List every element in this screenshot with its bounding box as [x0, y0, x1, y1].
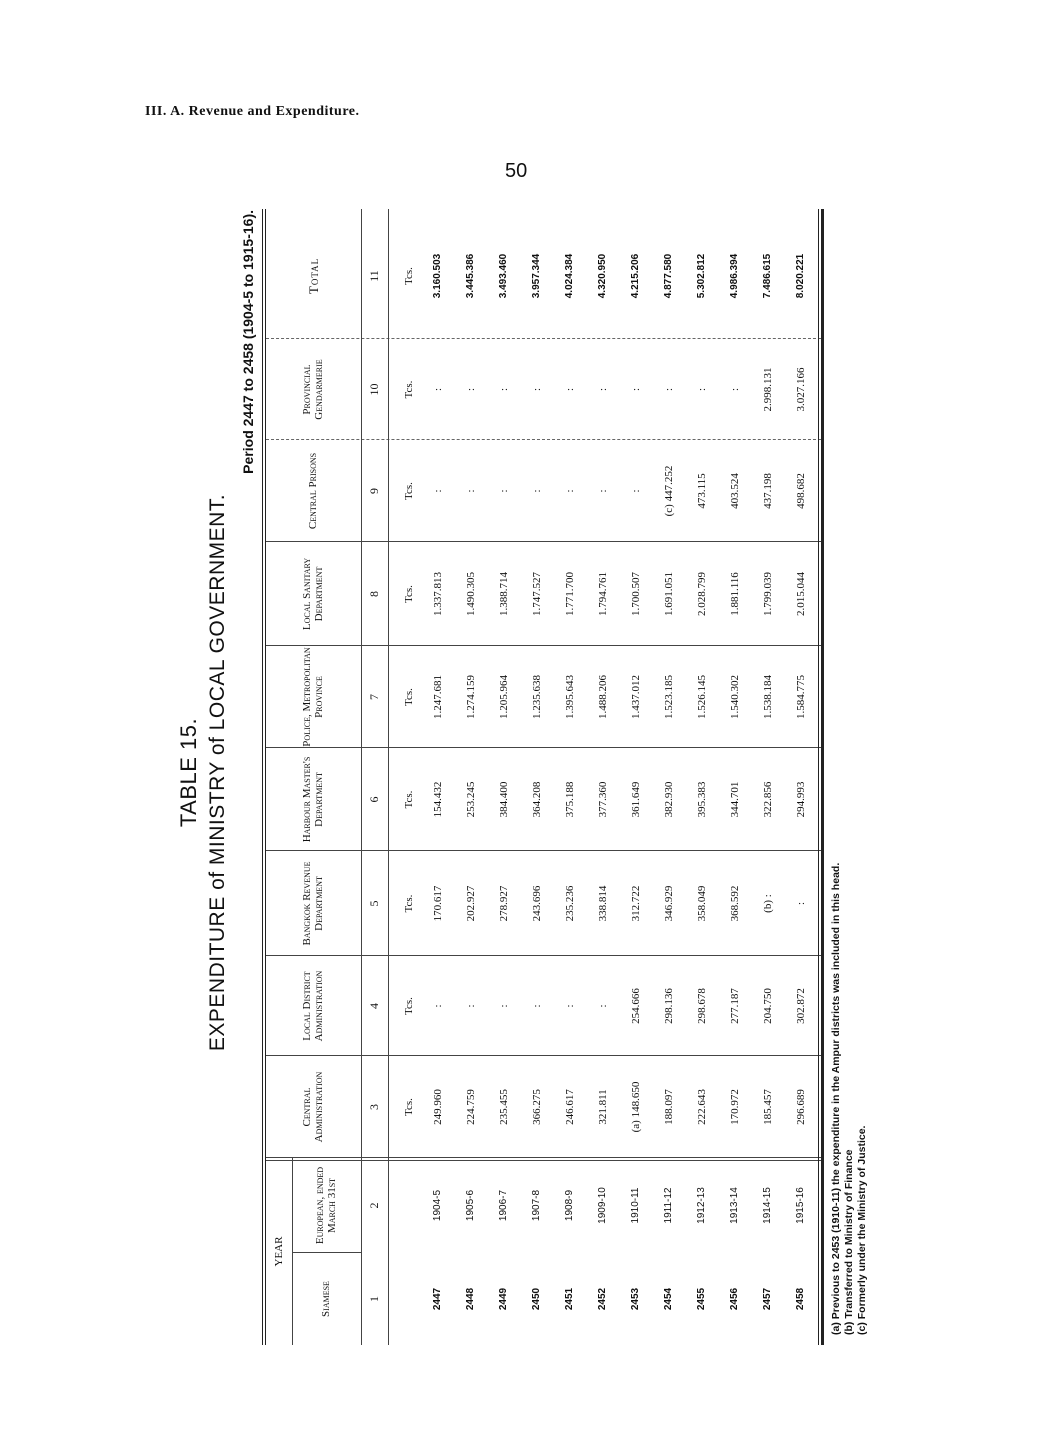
- unit-label: Tcs.: [403, 380, 415, 399]
- year-header-rule: [292, 1158, 293, 1345]
- table-cell: :: [728, 387, 741, 392]
- european-year-cell: 1910-11: [630, 1187, 641, 1224]
- table-cell: 224.759: [464, 1089, 477, 1125]
- column-number: 5: [367, 900, 381, 907]
- column-number: 7: [367, 694, 381, 700]
- column-number: 10: [367, 383, 381, 396]
- unit-label: Tcs.: [403, 894, 415, 913]
- section-title: III. A. Revenue and Expenditure.: [145, 104, 360, 119]
- siamese-year-cell: 2451: [564, 1287, 575, 1311]
- siamese-year-cell: 2448: [465, 1287, 476, 1311]
- table-cell: (a) 148.650: [629, 1081, 642, 1133]
- rotated-table-area: [140, 200, 868, 1345]
- table-cell: 254.666: [629, 988, 642, 1024]
- table-cell: 498.682: [794, 473, 807, 509]
- table-cell: :: [563, 387, 576, 392]
- european-year-cell: 1904-5: [432, 1189, 443, 1222]
- table-cell: 395.383: [695, 781, 708, 818]
- table-cell: 1.395.643: [563, 675, 576, 719]
- table-cell: 235.236: [563, 885, 576, 922]
- table-cell: 366.275: [530, 1089, 543, 1125]
- total-cell: 3.445.386: [465, 253, 476, 299]
- table-cell: 1.747.527: [530, 572, 543, 616]
- table-cell: :: [662, 387, 675, 392]
- table-cell: (b) :: [761, 894, 774, 913]
- table-cell: 222.643: [695, 1089, 708, 1125]
- table-cell: 170.617: [431, 885, 444, 922]
- table-cell: 473.115: [695, 473, 708, 509]
- table-cell: 375.188: [563, 781, 576, 818]
- table-cell: 204.750: [761, 988, 774, 1024]
- table-cell: 202.927: [464, 885, 477, 922]
- siamese-year-cell: 2457: [762, 1287, 773, 1311]
- table-cell: :: [464, 489, 477, 493]
- table-cell: 3.027.166: [794, 367, 807, 412]
- column-header: European, ended March 31st: [313, 1166, 338, 1245]
- table-cell: 1.235.638: [530, 675, 543, 719]
- european-year-cell: 1915-16: [795, 1187, 806, 1224]
- table-cell: 253.245: [464, 781, 477, 818]
- unit-label: Tcs.: [403, 1098, 415, 1116]
- table-cell: 1.526.145: [695, 675, 708, 719]
- table-cell: 1.700.507: [629, 572, 642, 616]
- total-cell: 4.215.206: [630, 253, 641, 299]
- column-header: Central Prisons: [306, 452, 319, 530]
- table-cell: 249.960: [431, 1089, 444, 1125]
- total-cell: 4.986.394: [729, 253, 740, 299]
- table-cell: 1.437.012: [629, 675, 642, 719]
- column-header: Central Administration: [300, 1071, 325, 1143]
- table-cell: 377.360: [596, 781, 609, 818]
- european-year-cell: 1912-13: [696, 1187, 707, 1224]
- total-cell: 8.020.221: [795, 253, 806, 299]
- table-cell: 368.592: [728, 885, 741, 922]
- table-cell: 1.584.775: [794, 675, 807, 719]
- table-cell: :: [794, 901, 807, 906]
- unit-label: Tcs.: [403, 688, 415, 706]
- unit-label: Tcs.: [403, 267, 415, 285]
- unit-label: Tcs.: [403, 790, 415, 809]
- siamese-year-cell: 2449: [498, 1287, 509, 1311]
- unit-label: Tcs.: [403, 482, 415, 500]
- table-cell: 278.927: [497, 885, 510, 922]
- year-header: YEAR: [273, 1236, 286, 1267]
- table-cell: 1.274.159: [464, 675, 477, 719]
- european-year-cell: 1908-9: [564, 1189, 575, 1222]
- table-cell: 1.799.039: [761, 572, 774, 616]
- table-cell: 322.856: [761, 781, 774, 818]
- siamese-year-cell: 2455: [696, 1287, 707, 1311]
- table-cell: :: [596, 489, 609, 493]
- total-cell: 4.024.384: [564, 253, 575, 299]
- siamese-year-cell: 2447: [432, 1287, 443, 1311]
- table-cell: 364.208: [530, 781, 543, 818]
- column-number: 2: [367, 1202, 381, 1209]
- column-header: Police, Metropolitan Province: [300, 647, 325, 747]
- siamese-year-cell: 2450: [531, 1287, 542, 1311]
- european-year-cell: 1905-6: [465, 1189, 476, 1222]
- table-cell: 243.696: [530, 885, 543, 922]
- table-cell: :: [596, 1004, 609, 1008]
- column-number: 1: [367, 1296, 381, 1302]
- column-number: 3: [367, 1104, 381, 1110]
- table-cell: :: [464, 1004, 477, 1008]
- table-cell: 1.247.681: [431, 675, 444, 719]
- column-header: Bangkok Revenue Department: [300, 861, 325, 946]
- table-cell: 1.794.761: [596, 572, 609, 616]
- total-cell: 4.877.580: [663, 253, 674, 299]
- table-cell: :: [431, 387, 444, 392]
- european-year-cell: 1913-14: [729, 1187, 740, 1224]
- table-cell: 298.136: [662, 988, 675, 1024]
- siamese-year-cell: 2456: [729, 1287, 740, 1311]
- footnote-a: (a) Previous to 2453 (1910-11) the expenditure in the Ampur districts was included in this head.: [830, 862, 842, 1335]
- european-year-cell: 1907-8: [531, 1189, 542, 1222]
- column-header: Total: [305, 257, 321, 295]
- table-cell: :: [695, 387, 708, 392]
- table-cell: 302.872: [794, 988, 807, 1024]
- table-cell: 403.524: [728, 473, 741, 509]
- total-cell: 3.160.503: [432, 253, 443, 299]
- table-cell: :: [497, 387, 510, 392]
- table-cell: (c) 447.252: [662, 465, 675, 517]
- siamese-year-cell: 2454: [663, 1287, 674, 1311]
- table-cell: :: [431, 1004, 444, 1008]
- table-cell: :: [431, 489, 444, 493]
- total-cell: 7.486.615: [762, 253, 773, 299]
- table-cell: 1.771.700: [563, 572, 576, 616]
- column-number: 4: [367, 1003, 381, 1009]
- table-cell: 1.881.116: [728, 572, 741, 616]
- table-cell: 277.187: [728, 988, 741, 1024]
- table-cell: :: [629, 489, 642, 493]
- table-cell: 185.457: [761, 1089, 774, 1125]
- table-cell: 338.814: [596, 885, 609, 922]
- table-cell: :: [596, 387, 609, 392]
- column-number: 11: [367, 270, 381, 282]
- total-cell: 3.957.344: [531, 253, 542, 299]
- table-cell: 312.722: [629, 885, 642, 922]
- table-cell: :: [497, 1004, 510, 1008]
- period-label: Period 2447 to 2458 (1904-5 to 1915-16).: [240, 210, 256, 474]
- table-cell: 321.811: [596, 1089, 609, 1125]
- table-cell: 1.205.964: [497, 675, 510, 719]
- total-cell: 3.493.460: [498, 253, 509, 299]
- table-cell: :: [530, 387, 543, 392]
- table-cell: 1.691.051: [662, 572, 675, 616]
- table-cell: :: [629, 387, 642, 392]
- column-header: Harbour Master's Department: [300, 756, 325, 843]
- table-title: TABLE 15.: [176, 717, 201, 828]
- table-cell: 1.488.206: [596, 675, 609, 719]
- european-year-cell: 1909-10: [597, 1187, 608, 1224]
- column-number: 8: [367, 591, 381, 597]
- table-cell: 1.523.185: [662, 675, 675, 719]
- column-number: 9: [367, 488, 381, 494]
- footnote-b: (b) Transferred to Ministry of Finance: [843, 1149, 855, 1335]
- siamese-year-cell: 2452: [597, 1287, 608, 1311]
- table-cell: 1.538.184: [761, 675, 774, 719]
- table-cell: 1.388.714: [497, 572, 510, 616]
- table-cell: 382.930: [662, 781, 675, 818]
- table-cell: 344.701: [728, 781, 741, 818]
- expenditure-table: [262, 209, 824, 1345]
- table-cell: 384.400: [497, 781, 510, 818]
- table-cell: 358.049: [695, 885, 708, 922]
- column-header: Provincial Gendarmerie: [300, 359, 325, 420]
- table-cell: 188.097: [662, 1089, 675, 1125]
- table-cell: 1.337.813: [431, 572, 444, 616]
- table-cell: :: [497, 489, 510, 493]
- table-cell: 1.540.302: [728, 675, 741, 719]
- footnotes: [830, 863, 869, 1335]
- table-cell: :: [464, 387, 477, 392]
- footnote-c: (c) Formerly under the Ministry of Justice.: [856, 1125, 868, 1335]
- table-cell: :: [530, 489, 543, 493]
- european-year-cell: 1914-15: [762, 1187, 773, 1224]
- unit-label: Tcs.: [403, 585, 415, 603]
- table-bottom-rule: [818, 209, 819, 1345]
- unit-label: Tcs.: [403, 997, 415, 1015]
- total-cell: 4.320.950: [597, 253, 608, 299]
- column-number-rule: [388, 209, 389, 1345]
- table-cell: 361.649: [629, 781, 642, 818]
- table-cell: 246.617: [563, 1089, 576, 1125]
- european-year-cell: 1906-7: [498, 1189, 509, 1222]
- table-cell: :: [563, 489, 576, 493]
- column-header: Siamese: [319, 1281, 332, 1317]
- table-cell: 1.490.305: [464, 572, 477, 616]
- column-number: 6: [367, 796, 381, 803]
- table-subtitle: EXPENDITURE of MINISTRY of LOCAL GOVERNMENT.: [206, 493, 229, 1052]
- table-cell: 154.432: [431, 781, 444, 818]
- siamese-year-cell: 2458: [795, 1287, 806, 1311]
- table-cell: 346.929: [662, 885, 675, 922]
- table-cell: 296.689: [794, 1089, 807, 1125]
- table-cell: 235.455: [497, 1089, 510, 1125]
- total-cell: 5.302.812: [696, 253, 707, 299]
- table-cell: 437.198: [761, 473, 774, 509]
- table-cell: :: [563, 1004, 576, 1008]
- table-cell: 2.028.799: [695, 572, 708, 616]
- column-header: Local Sanitary Department: [300, 557, 325, 631]
- table-cell: 2.015.044: [794, 572, 807, 616]
- table-cell: :: [530, 1004, 543, 1008]
- table-cell: 2.998.131: [761, 367, 774, 412]
- table-cell: 170.972: [728, 1089, 741, 1125]
- european-year-cell: 1911-12: [663, 1187, 674, 1224]
- table-cell: 298.678: [695, 988, 708, 1024]
- table-cell: 294.993: [794, 781, 807, 818]
- column-header: Local District Administration: [300, 970, 325, 1042]
- siamese-year-cell: 2453: [630, 1287, 641, 1311]
- page-number: 50: [505, 160, 528, 182]
